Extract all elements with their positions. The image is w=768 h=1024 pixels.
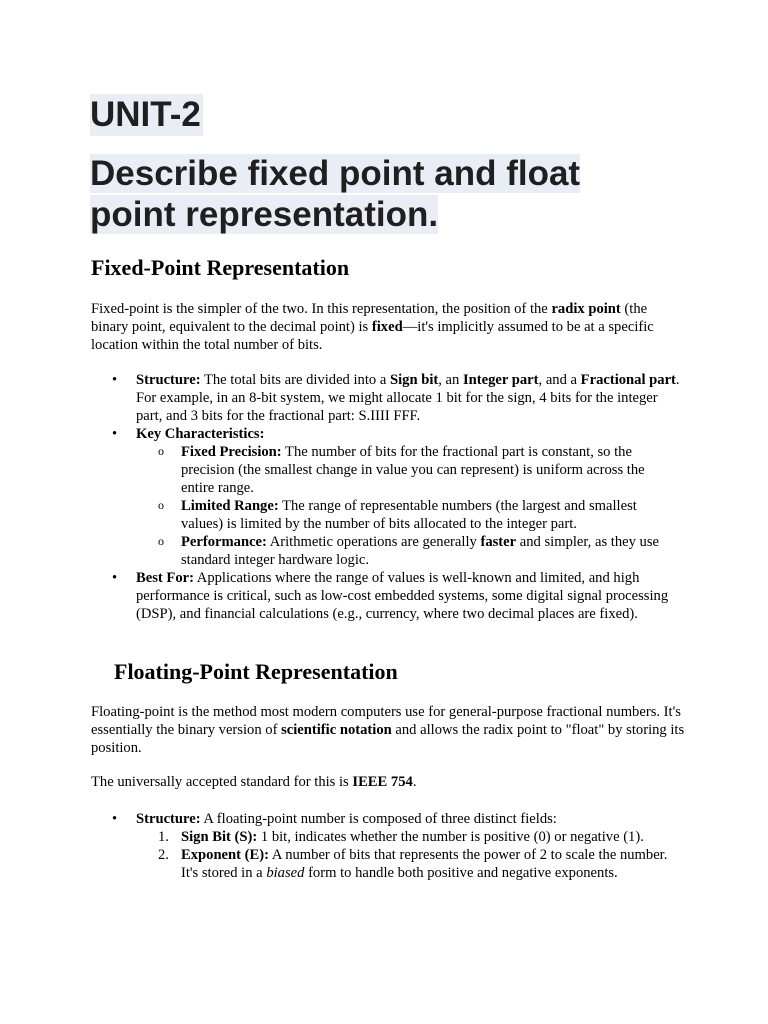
text-run: Applications where the range of values is well-known and limited, and high performance is critical, such as low-cost embedded systems, some digital signal processing (DSP), and financial calculations (e.g., currency, where two decimal places are fixed). [136,570,669,622]
bullet-marker: • [112,570,118,586]
text-run: form to handle both positive and negative exponents. [304,865,618,881]
text-run: A floating-point number is composed of three distinct fields: [200,811,557,827]
text-run: 1 bit, indicates whether the number is positive (0) or negative (1). [257,829,644,845]
bold-run: IEEE 754 [352,774,413,790]
question-title-text: Describe fixed point and float point representation. [90,154,581,234]
text-run: The range of representable numbers (the largest and smallest values) is limited by the number of bits allocated to the integer part. [181,498,637,532]
text-run: , and a [538,372,581,388]
item-label: Performance: [181,534,267,550]
sub-bullet-marker: o [158,444,164,458]
text-run: Floating-point is the method most modern computers use for general-purpose fractional numbers. It's essentially the binary version of [91,704,681,738]
item-number: 2. [158,847,169,863]
bold-run: Fractional part [580,372,676,388]
question-title [90,153,610,235]
list-item-structure [91,371,681,425]
item-label: Structure: [136,811,201,827]
bold-run: faster [480,534,517,550]
bullet-marker: • [112,811,118,827]
numbered-item-sign-bit [91,828,681,846]
bullet-marker: • [112,372,118,388]
text-run: A number of bits that represents the power of 2 to scale the number. It's stored in a [181,847,668,881]
item-label: Exponent (E): [181,847,269,863]
bold-run: fixed [371,319,403,335]
text-run: —it's implicitly assumed to be at a specific location within the total number of bits. [91,319,654,353]
sub-bullet-marker: o [158,498,164,512]
text-run: Fixed-point is the simpler of the two. In this representation, the position of the [91,301,552,317]
item-number: 1. [158,829,169,845]
text-run: and simpler, as they use standard integer hardware logic. [181,534,659,568]
item-label: Fixed Precision: [181,444,282,460]
text-run: and allows the radix point to "float" by storing its position. [91,722,685,756]
ieee-standard-paragraph [91,773,681,791]
text-run: . [412,774,417,790]
text-run: (the binary point, equivalent to the decimal point) is [91,301,648,335]
bold-run: Integer part [462,372,539,388]
sub-item-performance [91,533,681,569]
text-run: . For example, in an 8-bit system, we might allocate 1 bit for the sign, 4 bits for the integer part, and 3 bits for the fractional part: S.IIII FFF. [136,372,680,424]
item-label: Best For: [136,570,194,586]
item-label: Limited Range: [181,498,279,514]
fixed-point-list [91,371,681,623]
list-item-best-for [91,569,681,623]
bullet-marker: • [112,426,118,442]
fixed-point-heading: Fixed-Point Representation [91,255,350,280]
floating-point-list [91,810,681,882]
sub-item-limited-range [91,497,681,533]
bold-run: scientific notation [281,722,392,738]
list-item-structure [91,810,681,828]
text-run: Arithmetic operations are generally [266,534,481,550]
text-run: , an [438,372,463,388]
italic-run: biased [266,865,305,881]
text-run: The universally accepted standard for this is [91,774,353,790]
bold-run: radix point [551,301,621,317]
text-run: The total bits are divided into a [200,372,390,388]
text-run: The number of bits for the fractional part is constant, so the precision (the smallest change in value you can represent) is uniform across the entire range. [181,444,645,496]
item-label: Sign Bit (S): [181,829,258,845]
list-item-key-characteristics [91,425,681,443]
floating-point-heading: Floating-Point Representation [114,659,398,684]
bold-run: Sign bit [389,372,439,388]
sub-item-fixed-precision [91,443,681,497]
numbered-item-exponent [91,846,681,882]
item-label: Structure: [136,372,201,388]
floating-point-intro [91,703,691,757]
sub-bullet-marker: o [158,534,164,548]
item-label: Key Characteristics: [136,426,265,442]
unit-heading: UNIT-2 [90,95,201,134]
fixed-point-intro [91,300,681,354]
